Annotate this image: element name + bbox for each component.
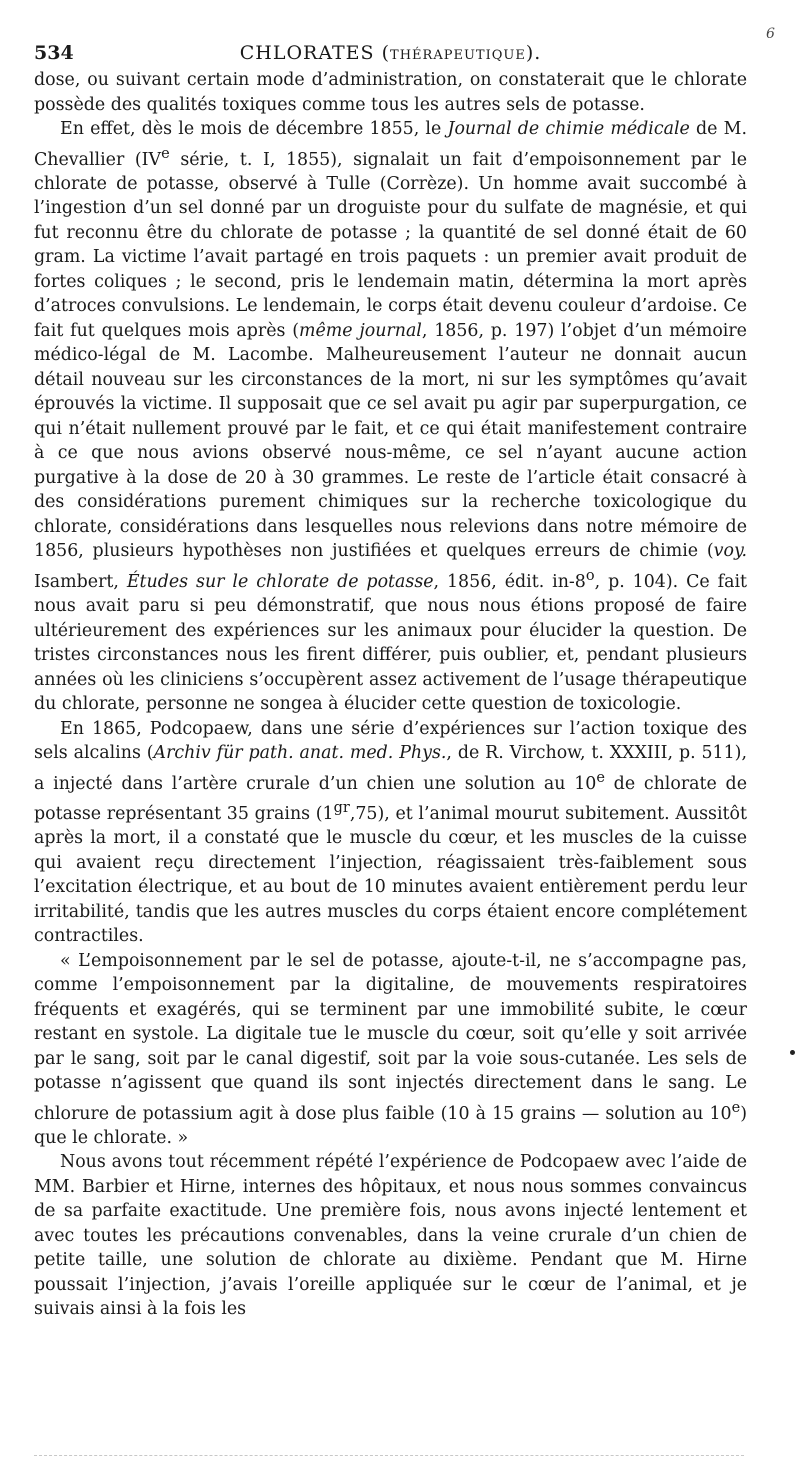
margin-dot-mark <box>790 1050 795 1055</box>
paragraph-1-text: dose, ou suivant certain mode d’administration, on constaterait que le chlorate possède des qualités toxiques comme tous les autres sels de potasse. <box>34 70 747 115</box>
p2-etudes-title: Études sur le chlorate de potasse <box>126 571 434 592</box>
p3-text-part-1: , de R. Virchow, t. XXXIII, p. 511), a injecté dans l’artère crurale d’un chien une solution au 10 <box>34 743 747 794</box>
paragraph-1 <box>34 68 747 117</box>
p2-journal-title: Journal de chimie médicale <box>447 119 690 139</box>
p2-text-part-2: , 1856, p. 197) l’objet d’un mémoire médico-légal de M. Lacombe. Malheureusement l’auteur ne donnait aucun détail nouveau sur les circonstances de la mort, ni sur les symptômes qu’avait éprouvés la victime. Il supposait que ce sel avait pu agir par superpurgation, ce qui n’était nullement prouvé par le fait, et ce qui était manifestement contraire à ce que nous avions observé nous-même, ce sel n’ayant aucune action purgative à la dose de 20 à 30 grammes. Le reste de l’article était consacré à des considérations purement chimiques sur la recherche toxicologique du chlorate, considérations dans lesquelles nous relevions dans notre mémoire de 1856, plusieurs hypothèses non justifiées et quelques erreurs de chimie ( <box>34 320 747 562</box>
body-text <box>34 68 747 1322</box>
p2-voy: voy. <box>713 541 747 562</box>
p2-superscript-e: e <box>161 145 170 162</box>
p4-superscript-e: e <box>731 1099 741 1116</box>
paragraph-2 <box>34 117 747 717</box>
paragraph-4-quote <box>34 949 747 1151</box>
p2-before-journal: En effet, dès le mois de décembre 1855, le <box>60 119 448 139</box>
p2-meme-journal: même journal <box>299 320 422 341</box>
book-page <box>34 38 747 1322</box>
page-corner-mark: 6 <box>766 26 775 42</box>
p4-end: ) que le chlorate. » <box>34 1103 747 1148</box>
p2-after-journal: de M. Chevallier (IV <box>34 119 747 170</box>
footer-rule <box>34 1455 744 1456</box>
p3-start: En 1865, Podcopaew, dans une série d’expériences sur l’action toxique des sels alcalins ( <box>34 718 747 764</box>
p3-archiv-title: Archiv für path. anat. med. Phys. <box>153 743 447 764</box>
p4-start: « L’empoisonnement par le sel de potasse, ajoute-t-il, ne s’accompagne pas, comme l’empoisonnement par la digitaline, de mouvements respiratoires fréquents et exagérés, qui se terminent par une immobilité subite, le cœur restant en systole. La digitale tue le muscle du cœur, soit qu’elle y soit arrivée par le sang, soit par le canal digestif, soit par la voie sous-cutanée. Les sels de potasse n’agissent que quand ils sont injectés directement dans le sang. Le chlorure de potassium agit à dose plus faible (10 à 15 grains — solution au 10 <box>34 950 747 1124</box>
p3-text-part-3: ,75), et l’animal mourut subitement. Aussitôt après la mort, il a constaté que le muscle du cœur, et les muscles de la cuisse qui avaient reçu directement l’injection, réagissaient très-faiblement sous l’excitation électrique, et au bout de 10 minutes avaient entièrement perdu leur irritabilité, tandis que les autres muscles du corps étaient encore complétement contractiles. <box>34 803 747 947</box>
p2-isambert: Isambert, <box>34 571 127 592</box>
p3-superscript-e: e <box>596 769 605 786</box>
running-head <box>34 38 747 68</box>
page-title-close: ). <box>525 42 542 64</box>
paragraph-3 <box>34 717 747 949</box>
p3-superscript-gr: gr <box>333 799 350 816</box>
p2-text-part-1: série, t. I, 1855), signalait un fait d’empoisonnement par le chlorate de potasse, observé à Tulle (Corrèze). Un homme avait succombé à l’ingestion d’un sel donné par un droguiste pour du sulfate de magnésie, et qui fut reconnu être du chlorate de potasse ; la quantité de sel donné était de 60 gram. La victime l’avait partagé en trois paquets : un premier avait produit de fortes coliques ; le second, pris le lendemain matin, détermina la mort après d’atroces convulsions. Le lendemain, le corps était devenu couleur d’ardoise. Ce fait fut quelques mois après ( <box>34 149 747 341</box>
p3-text-part-2: de chlorate de potasse représentant 35 grains (1 <box>34 773 747 824</box>
p2-superscript-o: o <box>585 567 595 584</box>
p2-text-part-3: , 1856, édit. in-8 <box>433 571 586 592</box>
paragraph-5-text: Nous avons tout récemment répété l’expérience de Podcopaew avec l’aide de MM. Barbier et Hirne, internes des hôpitaux, et nous nous sommes convaincus de sa parfaite exactitude. Une première fois, nous avons injecté lentement et avec toutes les précautions convenables, dans la veine crurale d’un chien de petite taille, une solution de chlorate au dixième. Pendant que M. Hirne poussait l’injection, j’avais l’oreille appliquée sur le cœur de l’animal, et je suivais ainsi à la fois les <box>34 1152 747 1320</box>
paragraph-5 <box>34 1150 747 1322</box>
page-title <box>34 38 747 71</box>
page-number: 534 <box>34 42 74 64</box>
page-title-main: CHLORATES ( <box>239 42 391 64</box>
page-title-subtitle: THÉRAPEUTIQUE <box>390 48 526 63</box>
p2-text-part-4: , p. 104). Ce fait nous avait paru si peu démonstratif, que nous nous étions proposé de faire ultérieurement des expériences sur les animaux pour élucider la question. De tristes circonstances nous les firent différer, puis oublier, et, pendant plusieurs années où les cliniciens s’occupèrent assez activement de l’usage thérapeutique du chlorate, personne ne songea à élucider cette question de toxicologie. <box>34 571 748 715</box>
